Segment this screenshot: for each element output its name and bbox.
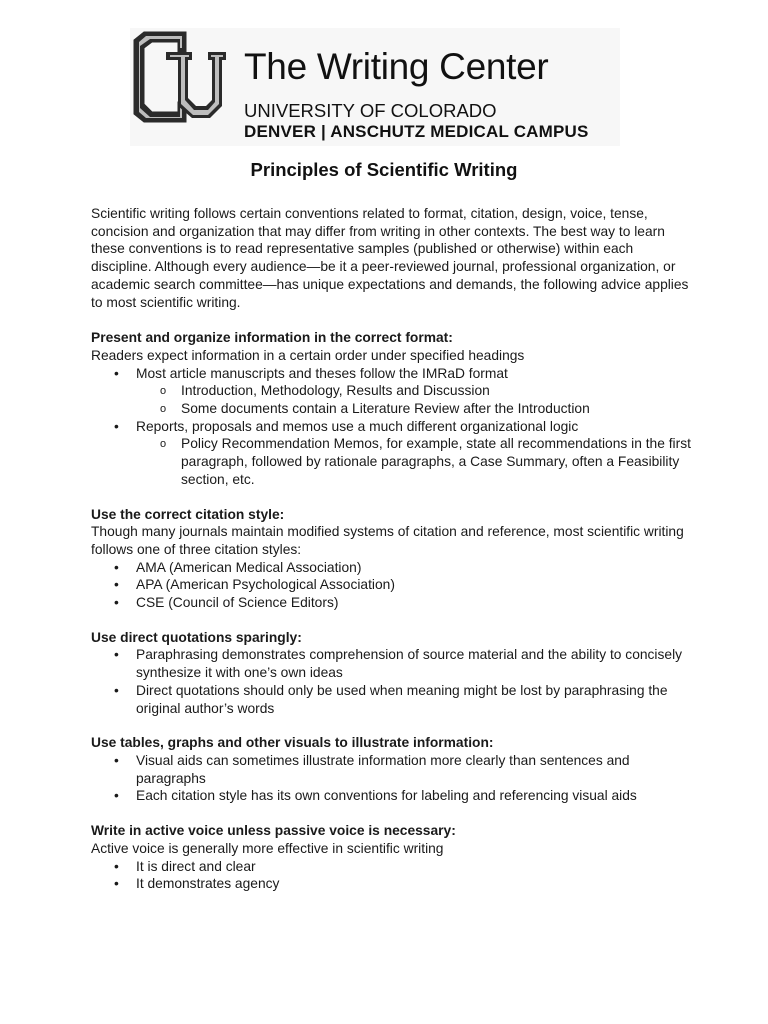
list-item: • It is direct and clear [91,858,691,876]
section-active-voice [91,822,691,893]
section-heading: Use tables, graphs and other visuals to illustrate information: [91,735,494,751]
list-item [91,365,691,418]
bullet-list [91,365,691,489]
section-lead: Readers expect information in a certain order under specified headings [91,347,525,363]
header-banner [130,28,620,146]
section-lead: Active voice is generally more effective in scientific writing [91,840,444,856]
bullet-list [91,858,691,893]
university-name: UNIVERSITY OF COLORADO [244,100,497,121]
list-item: • Direct quotations should only be used when meaning might be lost by paraphrasing the original author’s words [91,682,691,717]
section-heading: Present and organize information in the correct format: [91,330,453,346]
sub-list-item: o Introduction, Methodology, Results and Discussion [136,382,691,400]
sub-list [136,435,691,488]
list-item-text: Most article manuscripts and theses follow the IMRaD format [136,365,508,381]
bullet-list [91,646,691,717]
section-quotations [91,629,691,718]
sub-list-item: o Some documents contain a Literature Review after the Introduction [136,400,691,418]
section-heading: Use direct quotations sparingly: [91,629,302,645]
document-body [91,205,691,910]
list-item: • AMA (American Medical Association) [91,559,691,577]
intro-paragraph: Scientific writing follows certain conventions related to format, citation, design, voice, tense, concision and organization that may differ from writing in other contexts. The best way to learn these conventions is to read representative samples (published or otherwise) within each discipline. Although every audience—be it a peer-reviewed journal, professional organization, or academic search committee—has unique expectations and demands, the following advice applies to most scientific writing. [91,206,689,310]
cu-logo [130,30,226,126]
bullet-list [91,559,691,612]
document-title: Principles of Scientific Writing [250,159,518,180]
sub-list [136,382,691,417]
center-name: The Writing Center [244,46,549,87]
section-visuals [91,734,691,805]
svg-text:CU: CU [130,30,132,31]
section-format [91,329,691,488]
sub-list-item: o Policy Recommendation Memos, for example, state all recommendations in the first paragraph, followed by rationale paragraphs, a Case Summary, often a Feasibility section, etc. [136,435,691,488]
campus-name: DENVER | ANSCHUTZ MEDICAL CAMPUS [244,122,589,141]
section-lead: Though many journals maintain modified systems of citation and reference, most scientific writing follows one of three citation styles: [91,524,684,557]
list-item: • Paraphrasing demonstrates comprehension of source material and the ability to concisely synthesize it with one’s own ideas [91,646,691,681]
list-item: • Each citation style has its own conventions for labeling and referencing visual aids [91,787,691,805]
list-item [91,418,691,489]
list-item: • It demonstrates agency [91,875,691,893]
list-item: • APA (American Psychological Association) [91,576,691,594]
section-heading: Write in active voice unless passive voice is necessary: [91,823,456,839]
list-item: • Visual aids can sometimes illustrate information more clearly than sentences and paragraphs [91,752,691,787]
section-citation [91,506,691,612]
section-heading: Use the correct citation style: [91,506,285,522]
bullet-list [91,752,691,805]
list-item: • CSE (Council of Science Editors) [91,594,691,612]
list-item-text: Reports, proposals and memos use a much different organizational logic [136,418,579,434]
